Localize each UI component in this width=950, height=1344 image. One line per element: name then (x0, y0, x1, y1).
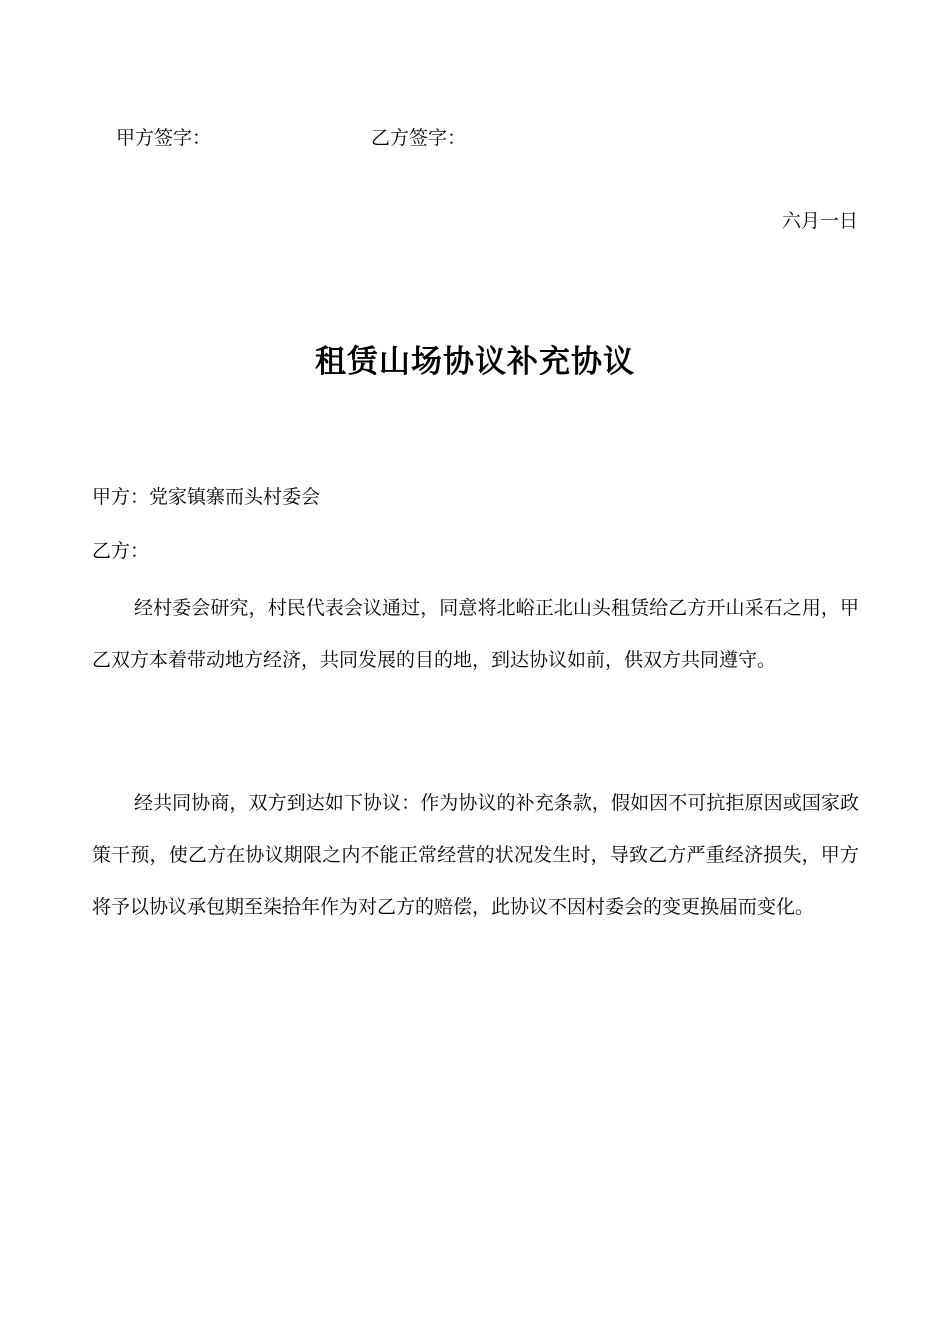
body-paragraph-2: 经共同协商，双方到达如下协议：作为协议的补充条款，假如因不可抗拒原因或国家政策干预，使乙方在协议期限之内不能正常经营的状况发生时，导致乙方严重经济损失，甲方将予以协议承包期至柒拾年作为对乙方的赔偿，此协议不因村委会的变更换届而变化。 (92, 792, 859, 918)
document-title: 租赁山场协议补充协议 (315, 344, 635, 380)
party-a-line: 甲方：党家镇寨而头村委会 (92, 486, 321, 508)
party-a-signature-label: 甲方签字： (116, 127, 212, 149)
party-b-signature-label: 乙方签字： (371, 127, 467, 149)
body-paragraph-1: 经村委会研究，村民代表会议通过，同意将北峪正北山头租赁给乙方开山采石之用，甲乙双方本着带动地方经济，共同发展的目的地，到达协议如前，供双方共同遵守。 (92, 597, 859, 671)
party-b-line: 乙方： (92, 540, 150, 562)
signing-date: 六月一日 (781, 210, 858, 232)
